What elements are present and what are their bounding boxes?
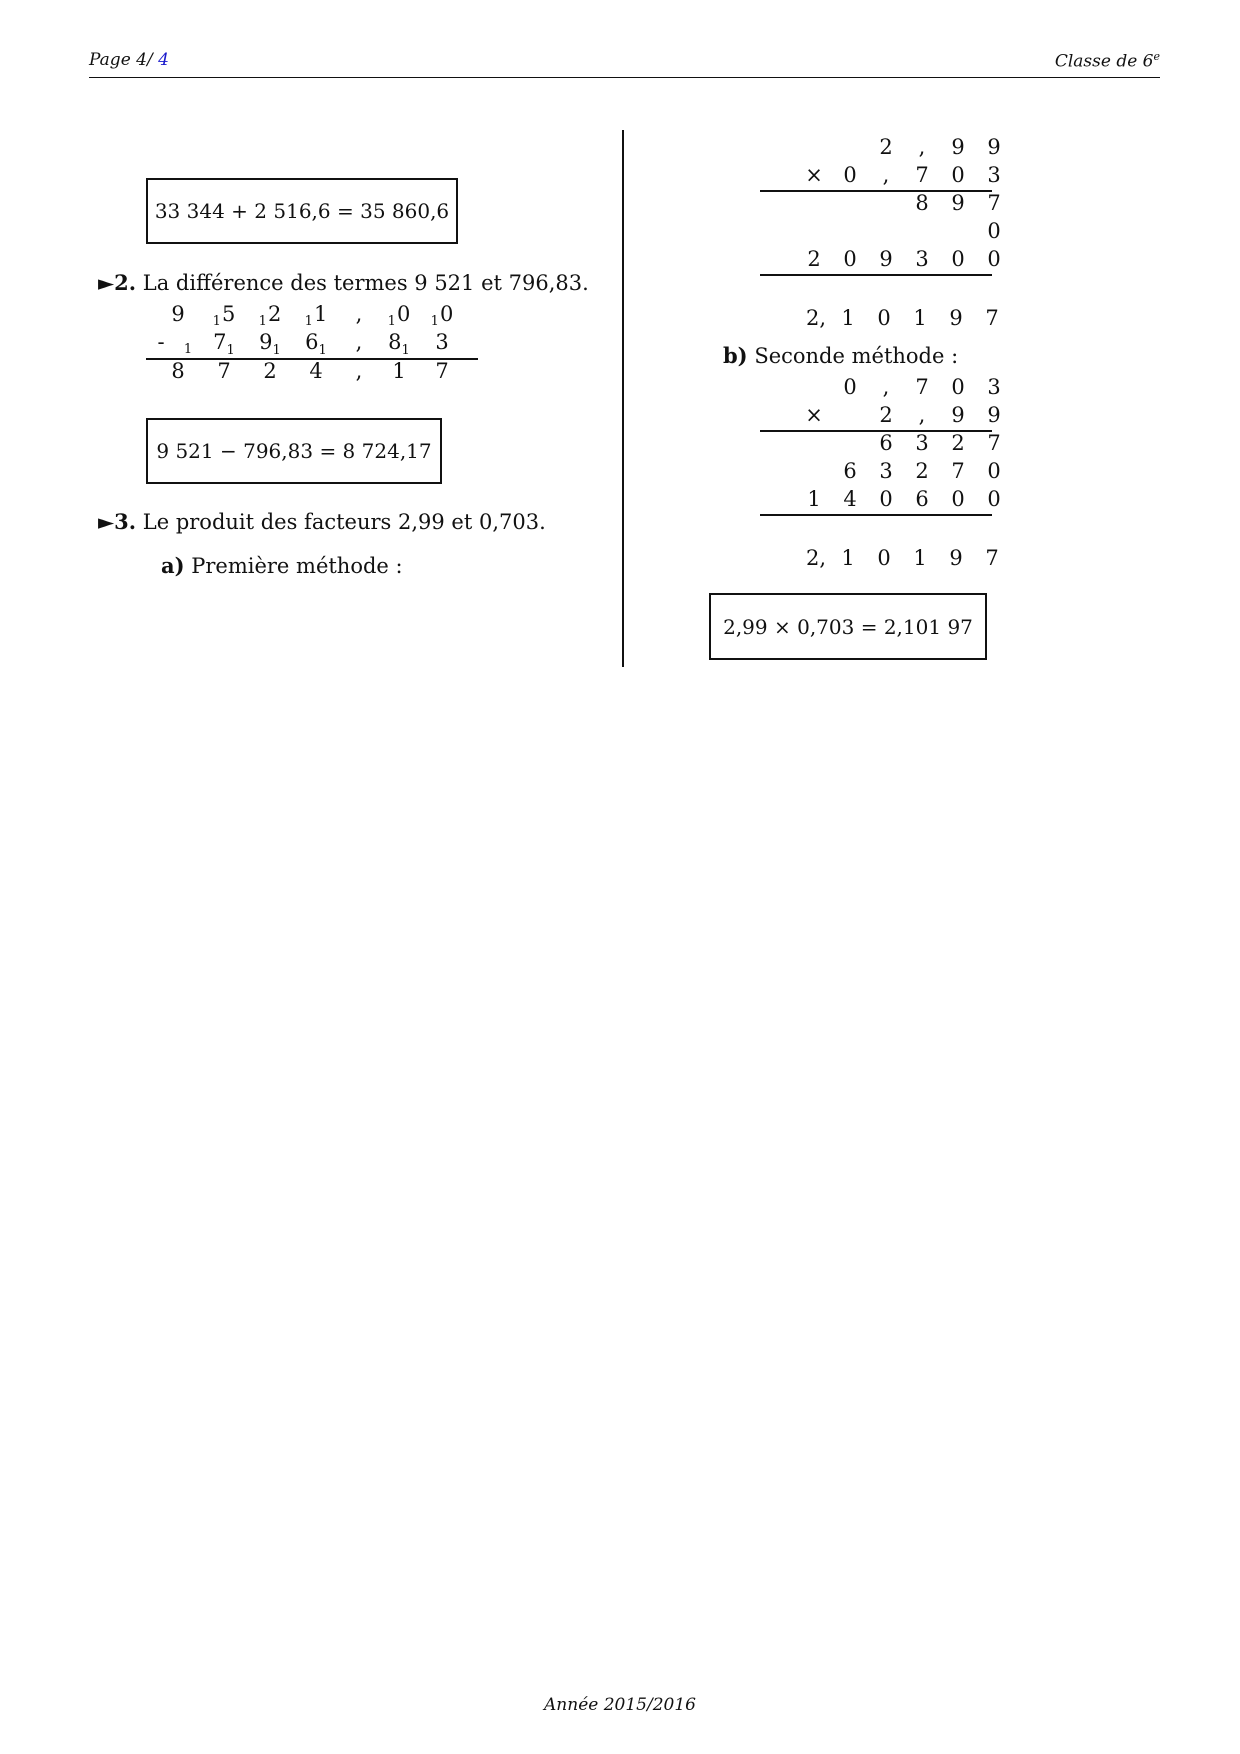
- comma: ,: [355, 359, 363, 383]
- subtraction-grid: [155, 300, 465, 328]
- column-divider: [622, 130, 624, 667]
- footer-year: Année 2015/2016: [544, 1695, 696, 1715]
- subtraction-row-1: [155, 300, 465, 328]
- multiplication-1: [760, 133, 1012, 273]
- digit: $7_1$: [213, 330, 235, 358]
- result-box-difference: 9 521 − 796,83 = 8 724,17: [146, 418, 442, 484]
- mult2-rule-1: [760, 430, 992, 432]
- multiplication-2: [760, 373, 1012, 513]
- digit: $8_1$: [388, 330, 410, 358]
- digit: 7: [435, 359, 449, 383]
- class-label: Classe de 6e: [1054, 50, 1160, 72]
- mult1-second: × 0 , 7 0 3: [805, 163, 1001, 187]
- digit: 15: [212, 302, 236, 329]
- mult1-result: 2, 1 0 1 9 7: [760, 304, 1010, 332]
- subtraction-row-2: [146, 328, 465, 356]
- digit: 8: [171, 359, 185, 383]
- mult1-rule-2: [760, 274, 992, 276]
- digit: 10: [430, 302, 454, 329]
- mult1-rule-1: [760, 190, 992, 192]
- digit: 2,: [805, 306, 826, 330]
- digit: 4: [309, 359, 323, 383]
- mult2-second: × 2 , 9 9: [805, 403, 1001, 427]
- page-total-link[interactable]: 4: [158, 50, 169, 70]
- item-3: ►3. Le produit des facteurs 2,99 et 0,703.: [98, 509, 546, 534]
- mult1-partial-1: 8 9 7: [915, 191, 1001, 215]
- mult2-partial-1: 6 3 2 7: [879, 431, 1001, 455]
- item-3b: b) Seconde méthode :: [723, 343, 959, 368]
- digit: 2,: [805, 546, 826, 570]
- digit: 12: [258, 302, 282, 329]
- mult2-result: 2, 1 0 1 9 7: [760, 544, 1010, 572]
- header-rule: [89, 77, 1160, 78]
- comma: ,: [355, 302, 363, 326]
- comma: ,: [355, 330, 363, 354]
- mult2-top: 0 , 7 0 3: [843, 375, 1001, 399]
- digit: $6_1$: [305, 330, 327, 358]
- mult2-rule-2: [760, 514, 992, 516]
- subtraction-result: [155, 357, 465, 385]
- page-number: Page 4/ 4: [89, 50, 169, 70]
- item-3a: a) Première méthode :: [161, 553, 403, 578]
- mult2-partial-3: 1 4 0 6 0 0: [807, 487, 1001, 511]
- item-2: ►2. La différence des termes 9 521 et 796,83.: [98, 270, 589, 295]
- minus-sign: -: [157, 330, 165, 354]
- digit: 9: [171, 302, 185, 326]
- digit: 2: [263, 359, 277, 383]
- digit: $9_1$: [259, 330, 281, 358]
- mult2-partial-2: 6 3 2 7 0: [843, 459, 1001, 483]
- digit: 7: [217, 359, 231, 383]
- result-box-product: 2,99 × 0,703 = 2,101 97: [709, 593, 987, 660]
- digit: 3: [435, 330, 449, 354]
- mult1-partial-2: 0: [987, 219, 1001, 243]
- mult1-partial-3: 2 0 9 3 0 0: [807, 247, 1001, 271]
- carry: 1: [183, 342, 193, 357]
- digit: 11: [304, 302, 328, 329]
- mult1-top: 2 , 9 9: [879, 135, 1001, 159]
- digit: 1: [392, 359, 406, 383]
- result-box-sum: 33 344 + 2 516,6 = 35 860,6: [146, 178, 458, 244]
- digit: 10: [387, 302, 411, 329]
